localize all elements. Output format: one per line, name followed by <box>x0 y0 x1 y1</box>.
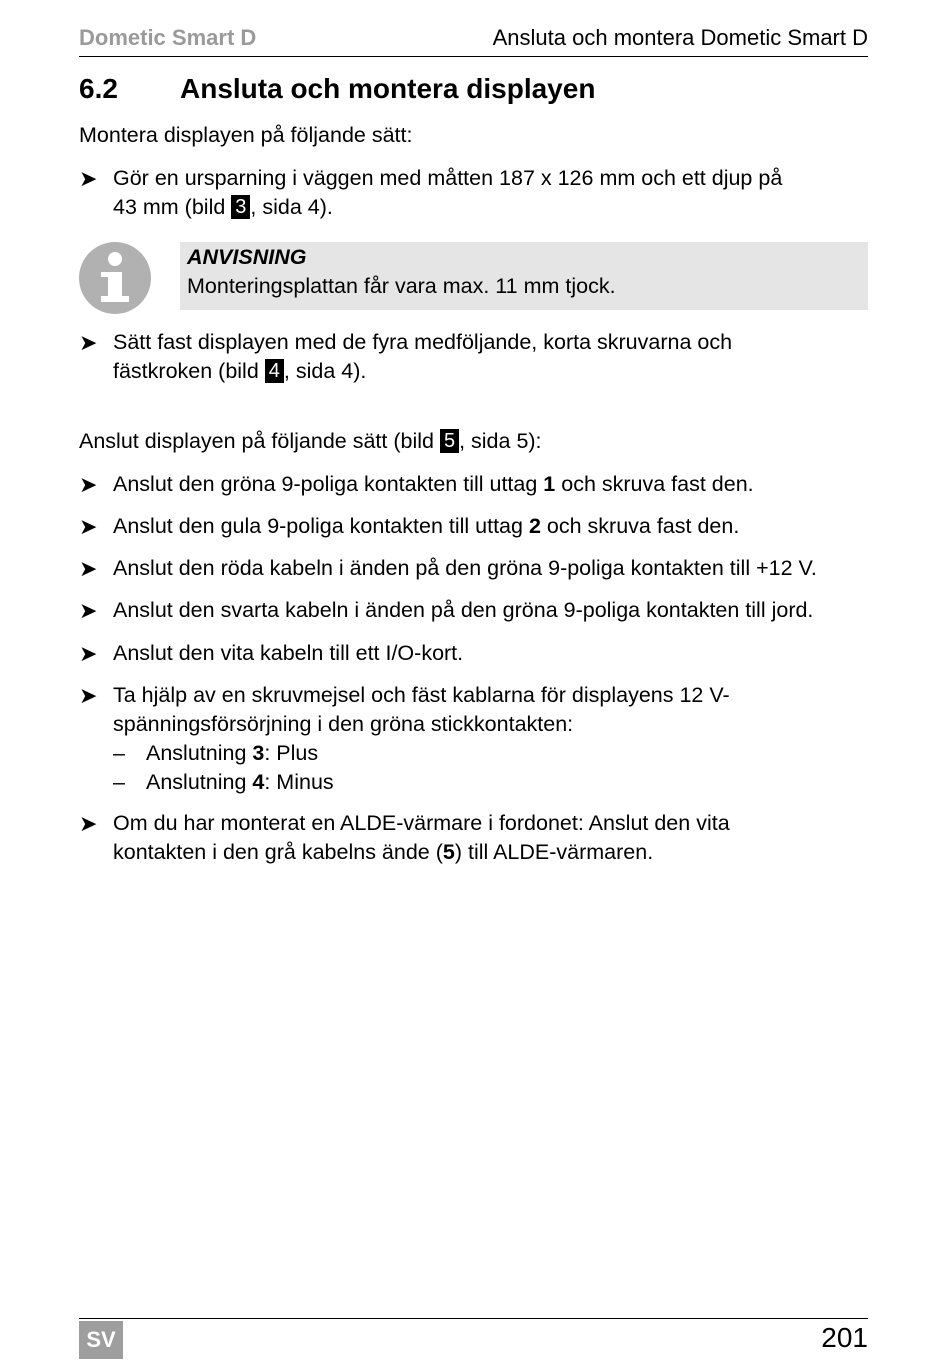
step-text-line: Gör en ursparning i väggen med måtten 187 x 126 mm och ett djup på <box>113 166 783 190</box>
step-text-line: 43 mm (bild 3 , sida 4). <box>113 195 333 219</box>
dash-bullet: – <box>113 770 125 794</box>
step-text-line: Ta hjälp av en skruvmejsel och fäst kablarna för displayens 12 V- <box>113 683 730 707</box>
header-chapter-title: Ansluta och montera Dometic Smart D <box>492 25 868 50</box>
connect-step-3: ➤ Anslut den röda kabeln i änden på den gröna 9-poliga kontakten till +12 V. <box>79 556 817 581</box>
mount-step-1 <box>79 164 868 222</box>
footer-divider <box>79 1318 868 1319</box>
header-divider <box>79 56 868 57</box>
step-text-line: Sätt fast displayen med de fyra medföljande, korta skruvarna och <box>113 330 733 354</box>
step-text-line: Om du har monterat en ALDE-värmare i fordonet: Anslut den vita <box>113 811 730 835</box>
arrow-bullet-icon: ➤ <box>79 683 98 708</box>
section-heading <box>79 73 595 105</box>
sub-item: – Anslutning 4: Minus <box>113 768 868 797</box>
note-box <box>180 242 868 310</box>
arrow-bullet-icon: ➤ <box>79 472 98 497</box>
header-product-name: Dometic Smart D <box>79 25 257 50</box>
section-title: Ansluta och montera displayen <box>180 73 596 104</box>
arrow-bullet-icon: ➤ <box>79 556 98 581</box>
arrow-bullet-icon: ➤ <box>79 811 98 836</box>
arrow-bullet-icon: ➤ <box>79 641 98 666</box>
figure-ref-badge: 3 <box>231 195 250 219</box>
connect-step-4: ➤ Anslut den svarta kabeln i änden på den gröna 9-poliga kontakten till jord. <box>79 598 814 623</box>
socket-number: 1 <box>543 472 556 496</box>
arrow-bullet-icon: ➤ <box>79 166 98 191</box>
mount-intro: Montera displayen på följande sätt: <box>79 123 413 147</box>
page-header <box>79 25 868 55</box>
figure-ref-badge: 5 <box>440 429 459 453</box>
sub-item: – Anslutning 3: Plus <box>113 739 868 768</box>
info-icon <box>79 242 151 314</box>
arrow-bullet-icon: ➤ <box>79 514 98 539</box>
socket-number: 2 <box>528 514 541 538</box>
mount-step-2 <box>79 328 868 386</box>
language-badge: SV <box>79 1321 123 1359</box>
step-text-line: spänningsförsörjning i den gröna stickkontakten: <box>113 712 574 736</box>
arrow-bullet-icon: ➤ <box>79 598 98 623</box>
step-text-line: fästkroken (bild 4 , sida 4). <box>113 359 367 383</box>
connect-step-2: ➤ Anslut den gula 9-poliga kontakten till uttag 2 och skruva fast den. <box>79 514 740 539</box>
connect-step-5: ➤ Anslut den vita kabeln till ett I/O-kort. <box>79 641 464 666</box>
page-number: 201 <box>821 1322 868 1353</box>
connect-intro: Anslut displayen på följande sätt (bild 5 , sida 5): <box>79 429 542 453</box>
note-text: Monteringsplattan får vara max. 11 mm tjock. <box>187 274 616 298</box>
connect-step-1: ➤ Anslut den gröna 9-poliga kontakten till uttag 1 och skruva fast den. <box>79 472 754 497</box>
figure-ref-badge: 4 <box>265 359 284 383</box>
section-number: 6.2 <box>79 73 118 104</box>
dash-bullet: – <box>113 741 125 765</box>
connect-step-7 <box>79 809 868 867</box>
arrow-bullet-icon: ➤ <box>79 330 98 355</box>
connect-step-6 <box>79 681 868 797</box>
step-text-line: kontakten i den grå kabelns ände (5) till ALDE-värmaren. <box>113 840 654 864</box>
note-heading: ANVISNING <box>187 245 307 269</box>
